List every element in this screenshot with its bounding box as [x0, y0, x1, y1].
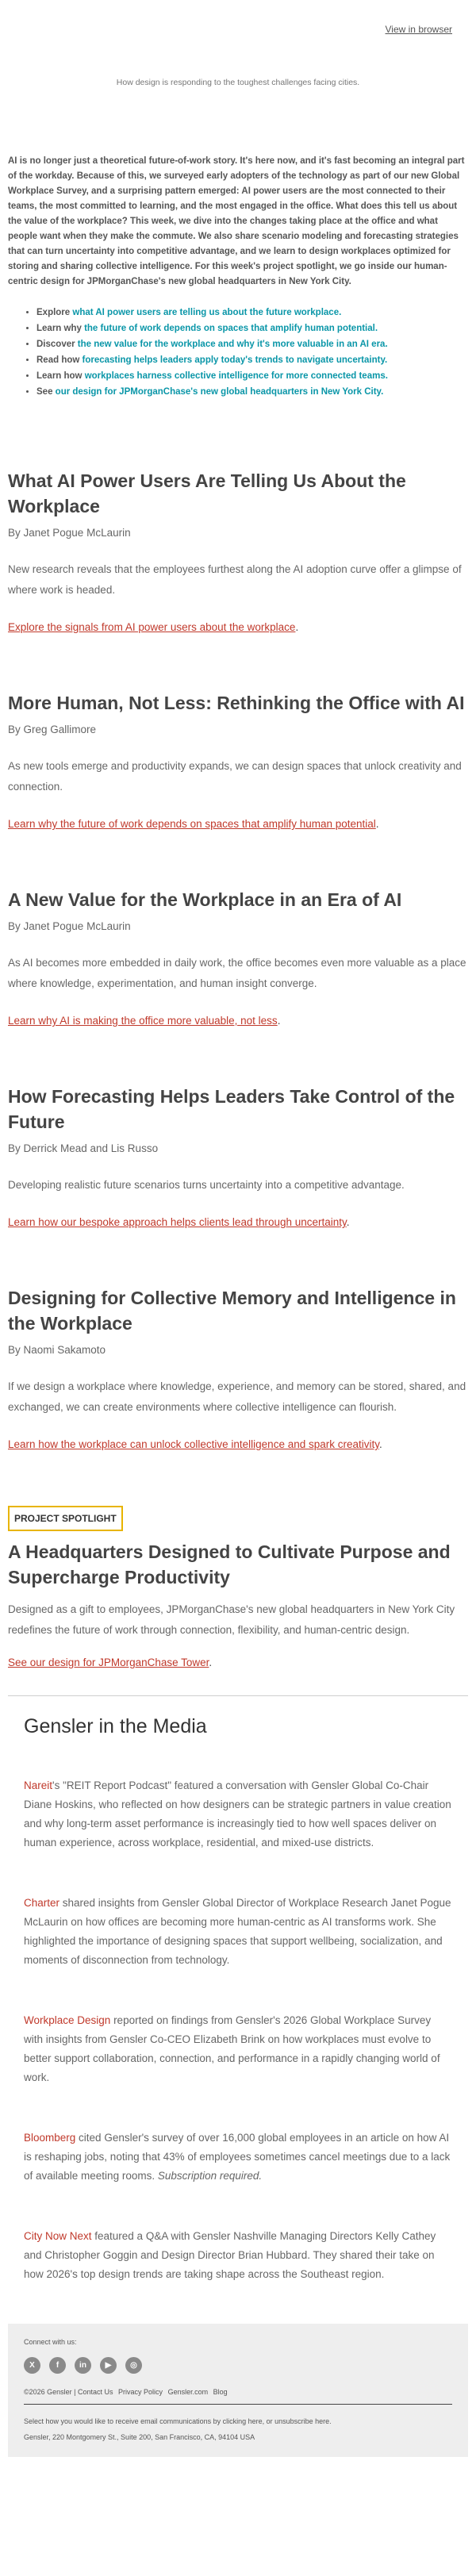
article-collective-memory	[8, 1285, 468, 1450]
article-cta-row	[8, 818, 468, 830]
media-section	[24, 1715, 452, 2284]
project-spotlight-badge: PROJECT SPOTLIGHT	[8, 1506, 123, 1531]
facebook-icon[interactable]: f	[49, 2357, 66, 2374]
email-preferences-text[interactable]: Select how you would like to receive email communications by clicking here, or unsubscribe here.	[24, 2417, 332, 2425]
list-item	[36, 321, 476, 336]
media-title: Gensler in the Media	[24, 1715, 207, 1737]
intro-link-collective-intelligence[interactable]: workplaces harness collective intelligence for more connected teams.	[84, 371, 388, 381]
article-cta-row	[8, 1438, 468, 1450]
intro-paragraph: AI is no longer just a theoretical future-of-work story. It's here now, and it's fast becoming an integral part of the workday. Because of this, we surveyed early adopters of the technology as part of our new Global Workplace Survey, and a surprising pattern emerged: AI power users are the most connected to their teams, the most committed to learning, and the most engaged in the office. What does this tell us about the value of the workplace? This week, we dive into the changes taking place at the office and what people want when they make the commute. We also share scenario modeling and forecasting strategies that can turn uncertainty into competitive advantage, and we learn to design workplaces optimized for storing and sharing collective intelligence. For this week's project spotlight, we go inside our human-centric design for JPMorganChase's new global headquarters in New York City.	[8, 156, 465, 286]
privacy-policy-link[interactable]: Privacy Policy	[118, 2388, 163, 2396]
article-ai-power-users	[8, 468, 468, 633]
cta-period: .	[277, 1015, 281, 1027]
footer-divider	[24, 2404, 452, 2405]
preheader-text: How design is responding to the toughest challenges facing cities.	[116, 78, 360, 87]
instagram-icon[interactable]: ◎	[125, 2357, 142, 2374]
article-new-value	[8, 887, 468, 1027]
article-byline: By Janet Pogue McLaurin	[8, 527, 131, 539]
intro-link-future-of-work[interactable]: the future of work depends on spaces that amplify human potential.	[84, 324, 378, 333]
article-byline: By Greg Gallimore	[8, 724, 97, 735]
blog-link[interactable]: Blog	[213, 2388, 228, 2396]
article-description: If we design a workplace where knowledge, experience, and memory can be stored, shared, and exchanged, we can create environments where collective intelligence can flourish.	[8, 1380, 466, 1413]
article-cta-link[interactable]: Learn why the future of work depends on spaces that amplify human potential	[8, 818, 376, 830]
article-more-human	[8, 690, 468, 830]
media-item-text: reported on findings from Gensler's 2026 Global Workplace Survey with insights from Gensler Co-CEO Elizabeth Brink on how workplaces must evolve to better support collaboration, connection, and performance in a rapidly changing world of work.	[24, 2014, 440, 2083]
youtube-icon[interactable]: ▶	[100, 2357, 117, 2374]
linkedin-icon[interactable]: in	[75, 2357, 91, 2374]
article-title: Designing for Collective Memory and Intelligence in the Workplace	[8, 1288, 456, 1334]
media-item-text: shared insights from Gensler Global Director of Workplace Research Janet Pogue McLaurin on how offices are becoming more human-centric as AI transforms work. She highlighted the importance of designing spaces that support wellbeing, socialization, and moments of disconnection from technology.	[24, 1897, 451, 1966]
media-item	[24, 2129, 452, 2186]
media-source-link-workplace-design[interactable]: Workplace Design	[24, 2014, 111, 2026]
bottom-spacer	[0, 2457, 476, 2489]
intro-link-ai-power-users[interactable]: what AI power users are telling us about the future workplace.	[72, 308, 342, 317]
article-cta-row	[8, 621, 468, 633]
article-forecasting	[8, 1084, 468, 1228]
list-item-prefix: Discover	[36, 340, 78, 349]
media-source-link-nareit[interactable]: Nareit	[24, 1779, 53, 1791]
article-title: How Forecasting Helps Leaders Take Control of the Future	[8, 1086, 455, 1132]
project-spotlight	[8, 1506, 468, 1668]
list-item-prefix: Learn why	[36, 324, 85, 333]
view-in-browser-link[interactable]: View in browser	[385, 24, 452, 35]
article-cta-link[interactable]: Explore the signals from AI power users about the workplace	[8, 621, 296, 633]
cta-period: .	[379, 1438, 382, 1450]
article-description: Developing realistic future scenarios turns uncertainty into a competitive advantage.	[8, 1179, 405, 1191]
article-cta-link[interactable]: Learn why AI is making the office more valuable, not less	[8, 1015, 278, 1027]
article-description: New research reveals that the employees furthest along the AI adoption curve offer a glimpse of where work is headed.	[8, 563, 462, 596]
media-source-link-bloomberg[interactable]: Bloomberg	[24, 2132, 76, 2144]
media-item	[24, 2227, 452, 2284]
list-item-prefix: Explore	[36, 308, 73, 317]
article-cta-link[interactable]: Learn how the workplace can unlock collective intelligence and spark creativity	[8, 1438, 379, 1450]
media-source-link-city-now-next[interactable]: City Now Next	[24, 2230, 92, 2242]
media-source-link-charter[interactable]: Charter	[24, 1897, 60, 1909]
copyright-contact-link[interactable]: ©2026 Gensler | Contact Us	[24, 2388, 113, 2396]
media-item	[24, 1776, 452, 1852]
intro-link-new-value[interactable]: the new value for the workplace and why it's more valuable in an AI era.	[77, 340, 388, 349]
cta-period: .	[375, 818, 379, 830]
connect-label: Connect with us:	[24, 2338, 77, 2346]
article-byline: By Naomi Sakamoto	[8, 1344, 106, 1356]
media-item	[24, 1894, 452, 1970]
article-cta-row	[8, 1216, 468, 1228]
list-item	[36, 385, 476, 400]
article-description: As AI becomes more embedded in daily work, the office becomes even more valuable as a place where knowledge, experimentation, and human insight converge.	[8, 957, 466, 989]
spotlight-description: Designed as a gift to employees, JPMorganChase's new global headquarters in New York City redefines the future of work through connection, flexibility, and human-centric design.	[8, 1603, 455, 1636]
cta-period: .	[209, 1657, 213, 1668]
mailing-address: Gensler, 220 Montgomery St., Suite 200, San Francisco, CA, 94104 USA	[24, 2433, 255, 2441]
intro-link-jpmorganchase[interactable]: our design for JPMorganChase's new global headquarters in New York City.	[55, 387, 384, 397]
media-item-text: featured a Q&A with Gensler Nashville Managing Directors Kelly Cathey and Christopher Goggin and Design Director Brian Hubbard. They shared their take on how 2026's top design trends are taking shape across the Southeast region.	[24, 2230, 436, 2280]
article-title: What AI Power Users Are Telling Us About the Workplace	[8, 470, 406, 516]
list-item	[36, 305, 476, 321]
cta-period: .	[295, 621, 299, 633]
list-item-prefix: Learn how	[36, 371, 85, 381]
article-cta-link[interactable]: Learn how our bespoke approach helps clients lead through uncertainty	[8, 1216, 347, 1228]
list-item-prefix: See	[36, 387, 56, 397]
subscription-note: Subscription required.	[157, 2170, 263, 2182]
section-divider	[8, 1695, 468, 1696]
spotlight-cta-link[interactable]: See our design for JPMorganChase Tower	[8, 1657, 209, 1668]
article-cta-row	[8, 1015, 468, 1027]
list-item-prefix: Read how	[36, 355, 83, 365]
article-title: A New Value for the Workplace in an Era of AI	[8, 889, 402, 910]
gensler-com-link[interactable]: Gensler.com	[167, 2388, 209, 2396]
spotlight-title: A Headquarters Designed to Cultivate Purpose and Supercharge Productivity	[8, 1541, 451, 1587]
article-byline: By Derrick Mead and Lis Russo	[8, 1142, 159, 1154]
article-title: More Human, Not Less: Rethinking the Office with AI	[8, 693, 465, 713]
cta-period: .	[346, 1216, 350, 1228]
intro-link-list	[36, 305, 476, 400]
x-icon[interactable]: X	[24, 2357, 40, 2374]
list-item	[36, 369, 476, 384]
article-byline: By Janet Pogue McLaurin	[8, 920, 131, 932]
list-item	[36, 353, 476, 368]
media-item-text: 's "REIT Report Podcast" featured a conversation with Gensler Global Co-Chair Diane Hoskins, who reflected on how designers can be strategic partners in value creation and why long-term asset performance is increasingly tied to how well spaces deliver on human experience, across workplace, residential, and mixed-use districts.	[24, 1779, 451, 1849]
spotlight-cta-row	[8, 1657, 468, 1668]
article-description: As new tools emerge and productivity expands, we can design spaces that unlock creativity and connection.	[8, 760, 462, 793]
footer	[8, 2324, 468, 2457]
top-bar	[0, 0, 476, 38]
intro-link-forecasting[interactable]: forecasting helps leaders apply today's trends to navigate uncertainty.	[82, 355, 388, 365]
list-item	[36, 337, 476, 352]
social-icons	[24, 2357, 452, 2374]
footer-links	[24, 2388, 452, 2396]
media-item	[24, 2011, 452, 2087]
media-item-text: cited Gensler's survey of over 16,000 global employees in an article on how AI is reshaping jobs, noting that 43% of employees sometimes cancel meetings due to a lack of available meeting rooms.	[24, 2132, 451, 2182]
